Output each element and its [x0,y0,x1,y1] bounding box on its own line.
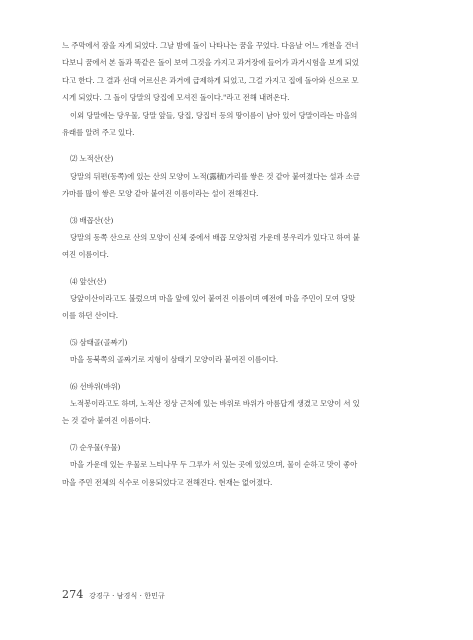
paragraph-line: 시게 되었다. 그 돌이 당말의 당집에 모셔진 돌이다."라고 전해 내려온다. [62,93,290,103]
page-footer [62,588,165,601]
paragraph-line: 다보니 꿈에서 본 돌과 똑같은 돌이 보여 그것을 가지고 과거장에 들어가 과거시험을 보게 되었 [62,58,359,68]
paragraph-line: 유래를 알려 주고 있다. [62,127,135,137]
section-line: 당앞이산이라고도 불렀으며 마을 앞에 있어 붙여진 이름이며 예전에 마을 주민이 모여 당맞 [70,294,356,304]
section-line: 가마를 많이 쌓은 모양 같아 붙여진 이름이라는 설이 전해진다. [62,189,259,199]
paragraph-line: 다고 한다. 그 결과 선대 어르신은 과거에 급제하게 되었고, 그걸 가지고 집에 돌아와 신으로 모 [62,75,359,85]
section-heading: ⑵ 노적산(산) [70,154,114,164]
page-number: 274 [62,588,84,601]
section-line: 여진 이름이다. [62,250,109,260]
section-line: 는 것 같아 붙여진 이름이다. [62,416,151,426]
section-line: 당말의 동쪽 산으로 산의 모양이 신체 중에서 배꼽 모양처럼 가운데 봉우리가 있다고 하여 붙 [70,232,360,242]
section-line: 노적봉이라고도 하며, 노적산 정상 근처에 있는 바위로 바위가 아름답게 생겼고 모양이 서 있 [70,399,360,409]
paragraph-line: 느 주막에서 잠을 자게 되었다. 그날 밤에 돌이 나타나는 꿈을 꾸었다. 다음날 어느 개천을 건너 [62,41,359,50]
section-line: 마을 가운데 있는 우물로 느티나무 두 그루가 서 있는 곳에 있었으며, 물이 순하고 맛이 좋아 [70,460,358,470]
section-heading: ⑷ 앞산(산) [70,276,107,286]
paragraph-line: 이외 당말에는 당우물, 당말 앞들, 당집, 당집터 등의 땅이름이 남아 있어 당말이라는 마을의 [70,110,358,120]
section-line: 마을 주민 전체의 식수로 이용되었다고 전해진다. 현재는 없어졌다. [62,477,273,487]
section-heading: ⑶ 배꼽산(산) [70,215,114,225]
section-heading: ⑺ 순우물(우물) [70,442,121,452]
section-heading: ⑹ 선바위(바위) [70,381,121,391]
section-heading: ⑸ 삼태골(골짜기) [70,337,128,347]
section-line: 이를 하던 산이다. [62,311,119,321]
section-line: 당말의 뒤편(동쪽)에 있는 산의 모양이 노적(露積)가리를 쌓은 것 같아 붙여졌다는 설과 소금 [70,171,360,181]
footer-authors: 강경구 · 남경식 · 한민규 [89,592,165,600]
body-text [62,37,412,491]
section-line: 마을 동북쪽의 골짜기로 지형이 삼태기 모양이라 붙여진 이름이다. [70,355,279,365]
